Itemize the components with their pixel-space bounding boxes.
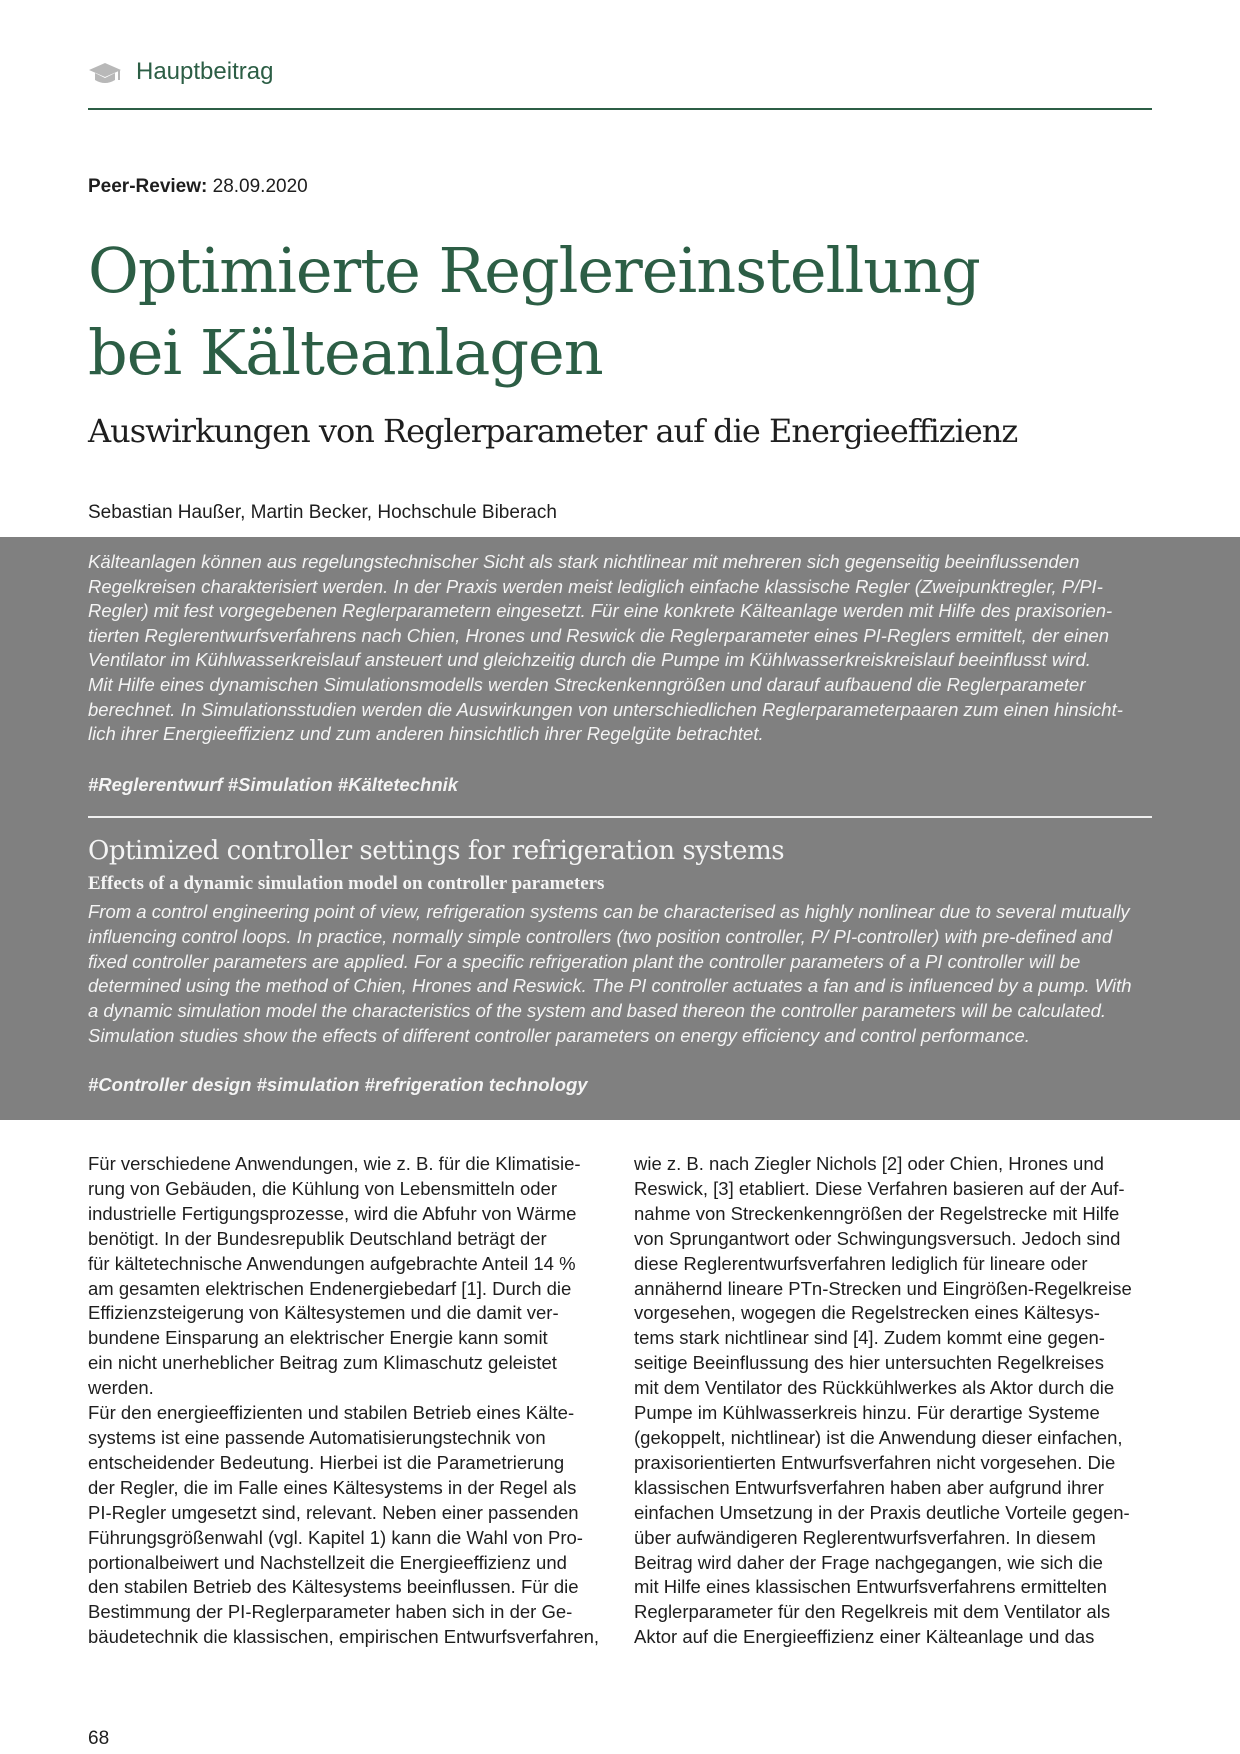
- text-line: vorgesehen, wogegen die Regelstrecken eines Kältesys-: [634, 1302, 1100, 1324]
- text-line: tems stark nichtlinear sind [4]. Zudem kommt eine gegen-: [634, 1327, 1105, 1349]
- text-line: Pumpe im Kühlwasserkreis hinzu. Für derartige Systeme: [634, 1402, 1100, 1424]
- keywords-english: #Controller design #simulation #refrigeration technology: [88, 1074, 588, 1095]
- text-line: portionalbeiwert und Nachstellzeit die Energieeffizienz und: [88, 1551, 567, 1573]
- text-line: influencing control loops. In practice, normally simple controllers (two position controller, P/ PI-controller) with pre-defined and: [88, 925, 1113, 947]
- keywords-german: #Reglerentwurf #Simulation #Kältetechnik: [88, 774, 459, 795]
- text-line: mit Hilfe eines klassischen Entwurfsverfahrens ermittelten: [634, 1576, 1107, 1598]
- peer-review-date: 28.09.2020: [212, 176, 308, 197]
- text-line: rung von Gebäuden, die Kühlung von Lebensmitteln oder: [88, 1177, 558, 1199]
- text-line: ein nicht unerheblicher Beitrag zum Klimaschutz geleistet: [88, 1352, 557, 1374]
- mortarboard-icon: [88, 62, 122, 86]
- text-line: den stabilen Betrieb des Kältesystems beeinflussen. Für die: [88, 1576, 579, 1598]
- peer-review-line: [88, 176, 308, 198]
- text-line: klassischen Entwurfsverfahren haben aber aufgrund ihrer: [634, 1476, 1104, 1498]
- abstract-divider: [88, 816, 1152, 818]
- text-line: einfachen Umsetzung in der Praxis deutliche Vorteile gegen-: [634, 1501, 1130, 1523]
- text-line: benötigt. In der Bundesrepublik Deutschland beträgt der: [88, 1227, 547, 1249]
- text-line: Bestimmung der PI-Reglerparameter haben sich in der Ge-: [88, 1601, 573, 1623]
- text-line: Ventilator im Kühlwasserkreislauf ansteuert und gleichzeitig durch die Pumpe im Kühlwasserkreiskreislauf beeinflusst wird.: [88, 649, 1091, 671]
- text-line: systems ist eine passende Automatisierungstechnik von: [88, 1426, 546, 1448]
- text-line: Mit Hilfe eines dynamischen Simulationsmodells werden Streckenkenngrößen und darauf aufbauend die Reglerparameter: [88, 673, 1086, 695]
- text-line: Regelkreisen charakterisiert werden. In der Praxis werden meist lediglich einfache klassische Regler (Zweipunktregler, P/PI-: [88, 575, 1103, 597]
- text-line: industrielle Fertigungsprozesse, wird die Abfuhr von Wärme: [88, 1202, 577, 1224]
- text-line: bundene Einsparung an elektrischer Energie kann somit: [88, 1327, 548, 1349]
- text-line: am gesamten elektrischen Endenergiebedarf [1]. Durch die: [88, 1277, 572, 1299]
- text-line: berechnet. In Simulationsstudien werden die Auswirkungen von unterschiedlichen Reglerparameterpaaren zum einen hinsicht-: [88, 698, 1123, 720]
- text-line: nahme von Streckenkenngrößen der Regelstrecke mit Hilfe: [634, 1202, 1120, 1224]
- text-line: a dynamic simulation model the characteristics of the system and based thereon the controller parameters will be calculated.: [88, 1000, 1107, 1022]
- text-line: From a control engineering point of view, refrigeration systems can be characterised as highly nonlinear due to several mutually: [88, 901, 1130, 922]
- text-line: lich ihrer Energieeffizienz und zum anderen hinsichtlich ihrer Regelgüte betrachtet.: [88, 723, 764, 745]
- text-line: Führungsgrößenwahl (vgl. Kapitel 1) kann die Wahl von Pro-: [88, 1526, 583, 1548]
- text-line: der Regler, die im Falle eines Kältesystems in der Regel als: [88, 1476, 577, 1498]
- text-line: praxisorientierten Entwurfsverfahren nicht vorgesehen. Die: [634, 1451, 1116, 1473]
- text-line: diese Reglerentwurfsverfahren lediglich für lineare oder: [634, 1252, 1088, 1274]
- page-header: [88, 54, 1152, 110]
- text-line: annähernd lineare PTn-Strecken und Eingrößen-Regelkreise: [634, 1277, 1132, 1299]
- article-title: [88, 230, 1152, 394]
- text-line: PI-Regler umgesetzt sind, relevant. Neben einer passenden: [88, 1501, 579, 1523]
- title-line: bei Kälteanlagen: [88, 316, 603, 389]
- text-line: tierten Reglerentwurfsverfahrens nach Chien, Hrones und Reswick die Reglerparameter eines PI-Reglers ermittelt, der einen: [88, 624, 1110, 646]
- text-line: fixed controller parameters are applied. For a specific refrigeration plant the controller parameters of a PI controller will be: [88, 950, 1081, 972]
- body-column-left: [88, 1152, 606, 1650]
- title-line: Optimierte Reglereinstellung: [88, 234, 980, 307]
- peer-review-label: Peer-Review:: [88, 176, 208, 197]
- text-line: Für verschiedene Anwendungen, wie z. B. für die Klimatisie-: [88, 1153, 581, 1174]
- text-line: werden.: [88, 1377, 154, 1399]
- text-line: seitige Beeinflussung des hier untersuchten Regelkreises: [634, 1352, 1104, 1374]
- abstract-english: [88, 900, 1152, 1049]
- text-line: Aktor auf die Energieeffizienz einer Kälteanlage und das: [634, 1626, 1095, 1648]
- text-line: Kälteanlagen können aus regelungstechnischer Sicht als stark nichtlinear mit mehreren sich gegenseitig beeinflussenden: [88, 551, 1080, 572]
- text-line: entscheidender Bedeutung. Hierbei ist die Parametrierung: [88, 1451, 565, 1473]
- text-line: (gekoppelt, nichtlinear) ist die Anwendung dieser einfachen,: [634, 1426, 1123, 1448]
- article-subtitle: Auswirkungen von Reglerparameter auf die Energieeffizienz: [88, 412, 1018, 450]
- text-line: Beitrag wird daher der Frage nachgegangen, wie sich die: [634, 1551, 1103, 1573]
- text-line: Reswick, [3] etabliert. Diese Verfahren basieren auf der Auf-: [634, 1177, 1125, 1199]
- text-line: für kältetechnische Anwendungen aufgebrachte Anteil 14 %: [88, 1252, 576, 1274]
- text-line: Für den energieeffizienten und stabilen Betrieb eines Kälte-: [88, 1402, 575, 1424]
- text-line: wie z. B. nach Ziegler Nichols [2] oder Chien, Hrones und: [634, 1153, 1104, 1174]
- text-line: Reglerparameter für den Regelkreis mit dem Ventilator als: [634, 1601, 1111, 1623]
- text-line: determined using the method of Chien, Hrones and Reswick. The PI controller actuates a fan and is influenced by a pump. With: [88, 975, 1132, 997]
- english-subtitle: Effects of a dynamic simulation model on controller parameters: [88, 873, 605, 894]
- text-line: bäudetechnik die klassischen, empirischen Entwurfsverfahren,: [88, 1626, 600, 1648]
- authors: Sebastian Haußer, Martin Becker, Hochschule Biberach: [88, 502, 557, 523]
- page-number: 68: [88, 1728, 110, 1749]
- text-line: Effizienzsteigerung von Kältesystemen und die damit ver-: [88, 1302, 559, 1324]
- text-line: Regler) mit fest vorgegebenen Reglerparametern eingesetzt. Für eine konkrete Kälteanlage werden mit Hilfe des praxisorien-: [88, 600, 1113, 622]
- text-line: Simulation studies show the effects of different controller parameters on energy efficiency and control performance.: [88, 1024, 1030, 1046]
- english-title: Optimized controller settings for refrigeration systems: [88, 836, 785, 866]
- text-line: über aufwändigeren Reglerentwurfsverfahren. In diesem: [634, 1526, 1096, 1548]
- text-line: mit dem Ventilator des Rückkühlwerkes als Aktor durch die: [634, 1377, 1115, 1399]
- section-label: Hauptbeitrag: [136, 58, 274, 85]
- body-column-right: [634, 1152, 1152, 1650]
- text-line: von Sprungantwort oder Schwingungsversuch. Jedoch sind: [634, 1227, 1121, 1249]
- abstract-german: [88, 550, 1152, 747]
